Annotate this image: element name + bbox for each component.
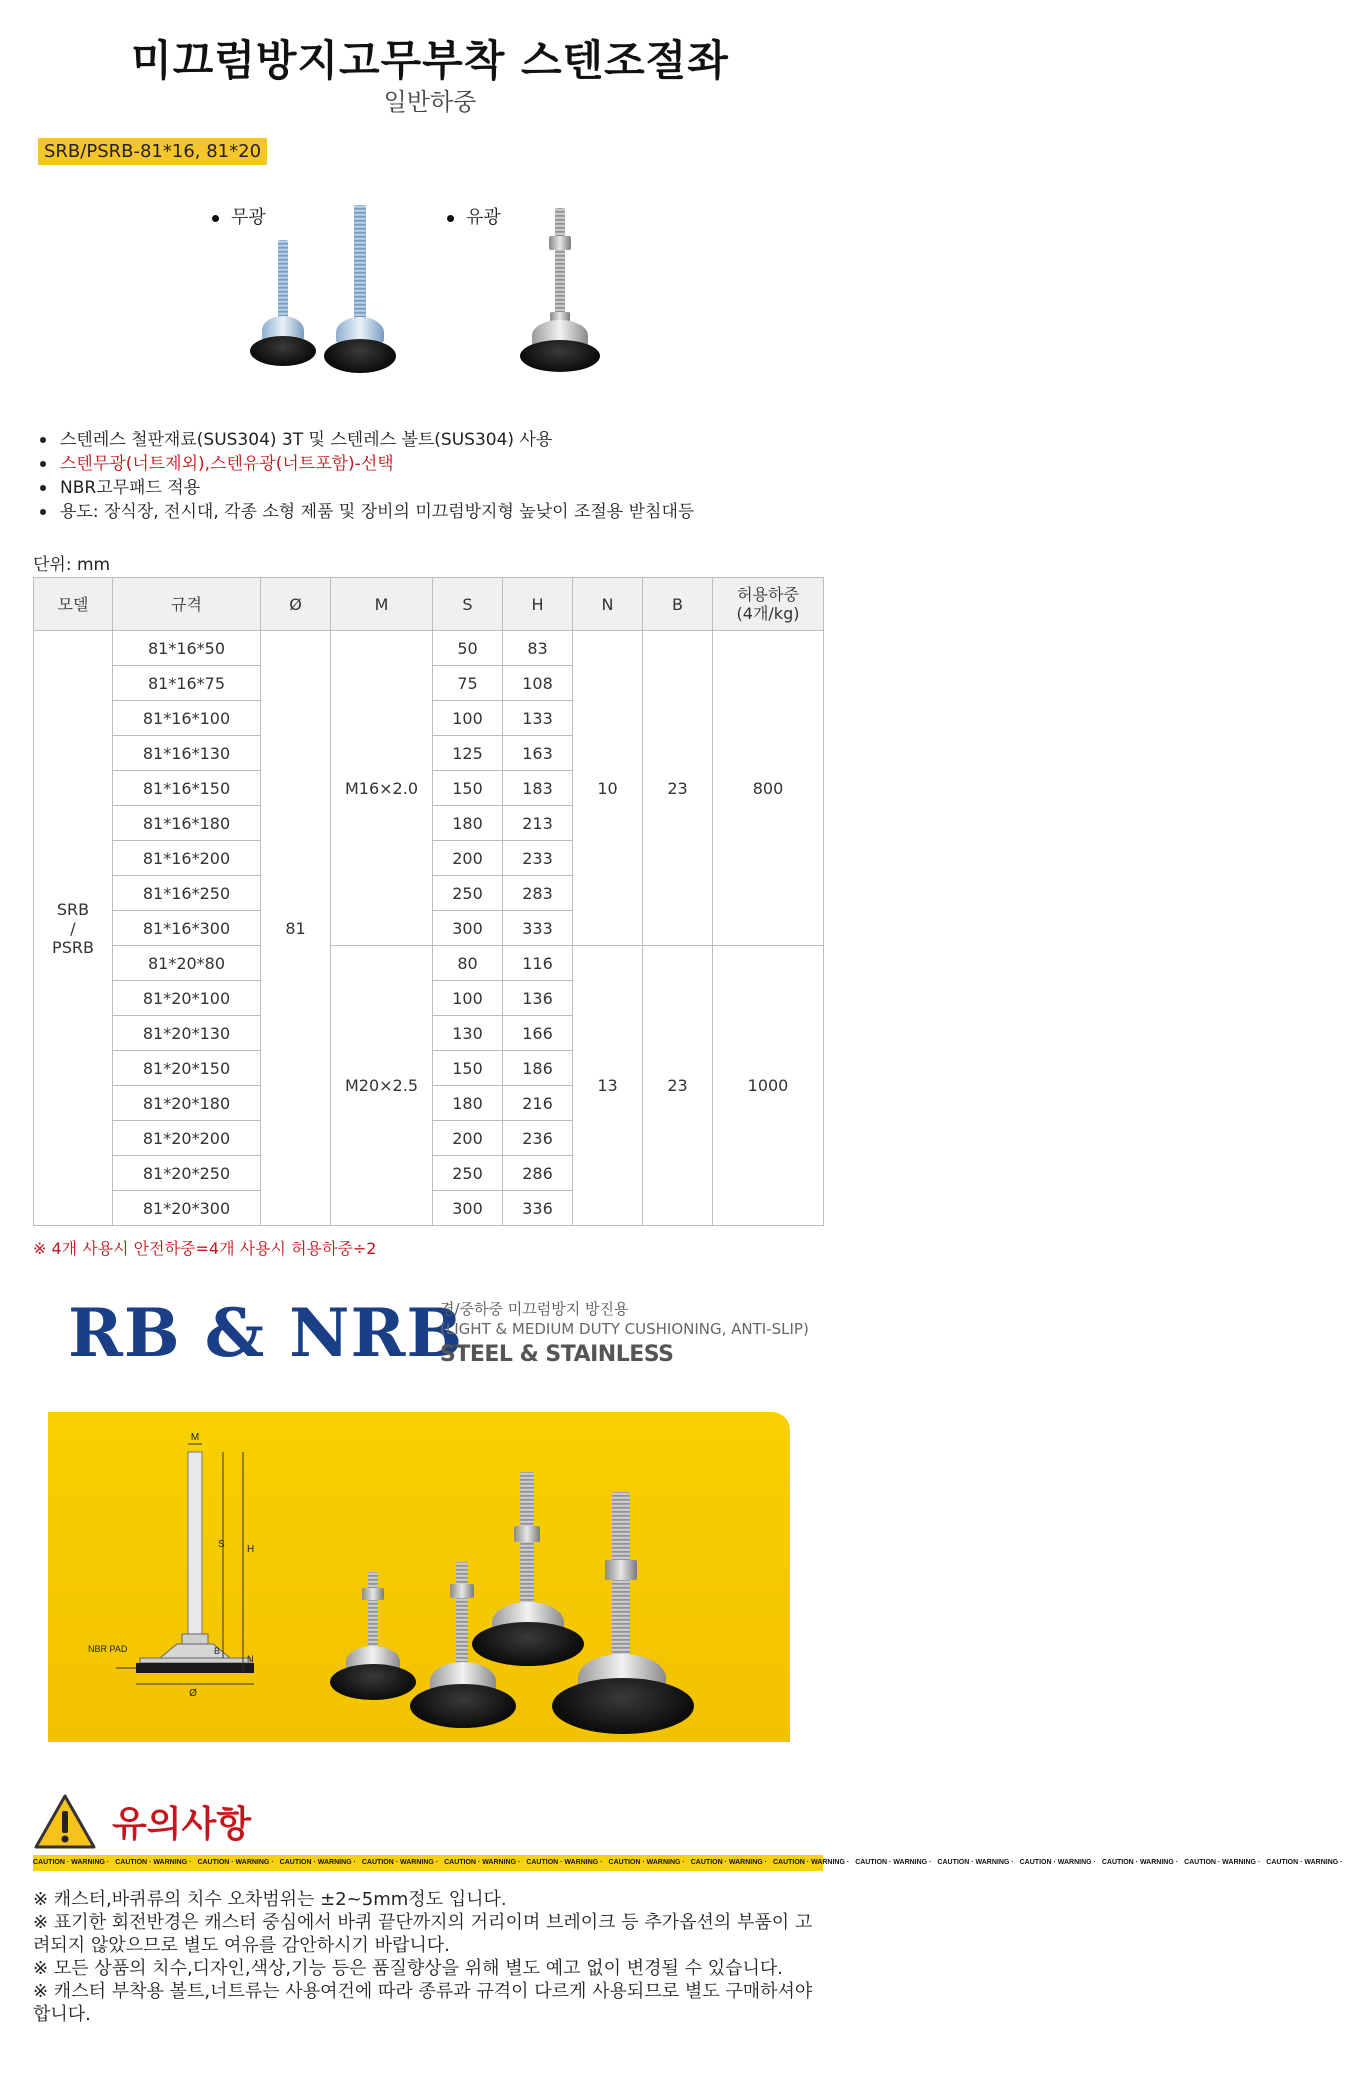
page-title: 미끄럼방지고무부착 스텐조절좌 xyxy=(131,36,729,85)
table-cell: 283 xyxy=(503,876,573,911)
caution-tape-word: CAUTION · WARNING · xyxy=(855,1859,932,1866)
table-cell: 75 xyxy=(433,666,503,701)
caution-tape-word: CAUTION · WARNING · xyxy=(608,1859,685,1866)
unit-label: 단위: mm xyxy=(33,555,111,575)
table-cell: 81*16*180 xyxy=(113,806,261,841)
caution-tape-word: CAUTION · WARNING · xyxy=(937,1859,1014,1866)
col-header: M xyxy=(331,578,433,631)
table-cell: 13 xyxy=(573,946,643,1226)
table-cell: 1000 xyxy=(713,946,824,1226)
col-header: 허용하중 (4개/kg) xyxy=(713,578,824,631)
table-cell: 83 xyxy=(503,631,573,666)
table-cell: 250 xyxy=(433,1156,503,1191)
table-cell: 10 xyxy=(573,631,643,946)
col-header: S xyxy=(433,578,503,631)
col-header: 모델 xyxy=(34,578,113,631)
table-cell: 300 xyxy=(433,1191,503,1226)
table-cell: 150 xyxy=(433,1051,503,1086)
table-cell: 81*16*150 xyxy=(113,771,261,806)
caution-tape-word: CAUTION · WARNING · xyxy=(690,1859,767,1866)
table-cell: M20×2.5 xyxy=(331,946,433,1226)
caution-tape-word: CAUTION · WARNING · xyxy=(279,1859,356,1866)
table-cell: 180 xyxy=(433,1086,503,1121)
table-cell: 81*20*100 xyxy=(113,981,261,1016)
table-cell: 81*20*200 xyxy=(113,1121,261,1156)
load-note: ※ 4개 사용시 안전하중=4개 사용시 허용하중÷2 xyxy=(33,1239,377,1258)
leveler-photo-large xyxy=(548,1492,698,1742)
gloss-leveler-image xyxy=(518,208,602,373)
col-header: B xyxy=(643,578,713,631)
product-diagram-panel xyxy=(48,1412,790,1742)
table-cell: 200 xyxy=(433,1121,503,1156)
caution-tape-word: CAUTION · WARNING · xyxy=(197,1859,274,1866)
diagram-label-s: S xyxy=(218,1539,225,1550)
model-tag: SRB/PSRB-81*16, 81*20 xyxy=(38,138,267,165)
table-cell: 81*20*180 xyxy=(113,1086,261,1121)
spec-table xyxy=(33,577,824,1226)
table-cell: 163 xyxy=(503,736,573,771)
matte-leveler-large-image xyxy=(322,205,398,375)
caution-item: ※ 캐스터,바퀴류의 치수 오차범위는 ±2~5mm정도 입니다. xyxy=(33,1889,507,1910)
diagram-label-h: H xyxy=(247,1544,255,1555)
leveler-photo-small xyxy=(328,1572,418,1702)
table-cell: 250 xyxy=(433,876,503,911)
caution-tape-word: CAUTION · WARNING · xyxy=(526,1859,603,1866)
table-cell: 286 xyxy=(503,1156,573,1191)
bullet-icon xyxy=(447,215,454,222)
table-cell: 136 xyxy=(503,981,573,1016)
col-header: 규격 xyxy=(113,578,261,631)
table-cell: 108 xyxy=(503,666,573,701)
caution-tape-word: CAUTION · WARNING · xyxy=(115,1859,192,1866)
table-cell: 81*20*130 xyxy=(113,1016,261,1051)
table-cell: 81*16*200 xyxy=(113,841,261,876)
col-header: N xyxy=(573,578,643,631)
caution-tape xyxy=(33,1855,1343,1871)
table-cell: 81*16*130 xyxy=(113,736,261,771)
caution-item: ※ 캐스터 부착용 볼트,너트류는 사용여건에 따라 종류과 규격이 다르게 사용되므로 별도 구매하셔야 합니다. xyxy=(33,1981,813,2025)
table-cell: 200 xyxy=(433,841,503,876)
feature-list xyxy=(38,428,694,524)
caution-tape-word: CAUTION · WARNING · xyxy=(361,1859,439,1866)
col-header: H xyxy=(503,578,573,631)
diagram-label-diameter: Ø xyxy=(189,1688,197,1699)
matte-leveler-small-image xyxy=(248,240,318,370)
table-cell: 180 xyxy=(433,806,503,841)
table-cell: 50 xyxy=(433,631,503,666)
table-cell: 81*16*75 xyxy=(113,666,261,701)
caution-tape-word: CAUTION · WARNING · xyxy=(33,1859,110,1866)
variant-matte-label: 무광 xyxy=(212,203,266,229)
caution-tape-word: CAUTION · WARNING · xyxy=(1019,1859,1096,1866)
table-header-row xyxy=(34,578,824,631)
table-cell: 133 xyxy=(503,701,573,736)
table-cell: 116 xyxy=(503,946,573,981)
banner-subtitle-ko: 경/중하중 미끄럼방지 방진용 xyxy=(440,1300,629,1318)
caution-tape-word: CAUTION · WARNING · xyxy=(1266,1859,1343,1866)
variant-gloss-label: 유광 xyxy=(447,203,501,229)
diagram-label-n: N xyxy=(247,1654,254,1664)
diagram-label-pad: NBR PAD xyxy=(88,1644,128,1654)
table-cell: 800 xyxy=(713,631,824,946)
banner-material: STEEL & STAINLESS xyxy=(440,1342,674,1367)
diagram-label-b: B xyxy=(214,1646,221,1656)
caution-tape-word: CAUTION · WARNING · xyxy=(1184,1859,1261,1866)
table-cell: 333 xyxy=(503,911,573,946)
caution-title: 유의사항 xyxy=(112,1804,252,1845)
caution-list xyxy=(33,1888,823,2026)
table-cell: 80 xyxy=(433,946,503,981)
table-cell: 81*20*250 xyxy=(113,1156,261,1191)
feature-item: 스텐무광(너트제외),스텐유광(너트포함)-선택 xyxy=(38,452,694,476)
table-cell: 81*20*150 xyxy=(113,1051,261,1086)
feature-item: 용도: 장식장, 전시대, 각종 소형 제품 및 장비의 미끄럼방지형 높낮이 조절용 받침대등 xyxy=(38,500,694,524)
table-cell: 130 xyxy=(433,1016,503,1051)
table-cell: 81 xyxy=(261,631,331,1226)
caution-tape-word: CAUTION · WARNING · xyxy=(1101,1859,1179,1866)
warning-icon xyxy=(33,1793,97,1851)
table-cell: 81*20*80 xyxy=(113,946,261,981)
table-cell: 100 xyxy=(433,981,503,1016)
page-subtitle: 일반하중 xyxy=(383,88,477,116)
table-cell: 23 xyxy=(643,946,713,1226)
table-cell: 150 xyxy=(433,771,503,806)
banner-title: RB & NRB xyxy=(68,1294,464,1372)
table-cell: 23 xyxy=(643,631,713,946)
table-cell: 216 xyxy=(503,1086,573,1121)
caution-item: ※ 모든 상품의 치수,디자인,색상,기능 등은 품질향상을 위해 별도 예고 없이 변경될 수 있습니다. xyxy=(33,1958,783,1979)
caution-tape-word: CAUTION · WARNING · xyxy=(444,1859,521,1866)
col-header: Ø xyxy=(261,578,331,631)
table-cell: 100 xyxy=(433,701,503,736)
feature-item: 스텐레스 철판재료(SUS304) 3T 및 스텐레스 볼트(SUS304) 사용 xyxy=(38,428,694,452)
table-cell: 336 xyxy=(503,1191,573,1226)
table-cell: 213 xyxy=(503,806,573,841)
table-row xyxy=(34,946,824,981)
table-cell: 186 xyxy=(503,1051,573,1086)
diagram-label-m: M xyxy=(190,1432,200,1443)
table-cell: 183 xyxy=(503,771,573,806)
table-cell: 166 xyxy=(503,1016,573,1051)
caution-tape-word: CAUTION · WARNING · xyxy=(772,1859,850,1866)
table-cell: 81*20*300 xyxy=(113,1191,261,1226)
feature-item: NBR고무패드 적용 xyxy=(38,476,694,500)
banner-subtitle-en: (LIGHT & MEDIUM DUTY CUSHIONING, ANTI-SLIP) xyxy=(440,1320,809,1338)
table-cell: 125 xyxy=(433,736,503,771)
table-cell: 81*16*250 xyxy=(113,876,261,911)
table-cell: 81*16*50 xyxy=(113,631,261,666)
bullet-icon xyxy=(212,215,219,222)
caution-item: ※ 표기한 회전반경은 캐스터 중심에서 바퀴 끝단까지의 거리이며 브레이크 등 추가옵션의 부품이 고려되지 않았으므로 별도 여유를 감안하시기 바랍니다. xyxy=(33,1912,813,1956)
table-cell: 81*16*300 xyxy=(113,911,261,946)
table-cell: 236 xyxy=(503,1121,573,1156)
table-cell: 300 xyxy=(433,911,503,946)
table-cell: SRB / PSRB xyxy=(34,631,113,1226)
table-cell: M16×2.0 xyxy=(331,631,433,946)
table-cell: 81*16*100 xyxy=(113,701,261,736)
table-row xyxy=(34,631,824,666)
table-cell: 233 xyxy=(503,841,573,876)
